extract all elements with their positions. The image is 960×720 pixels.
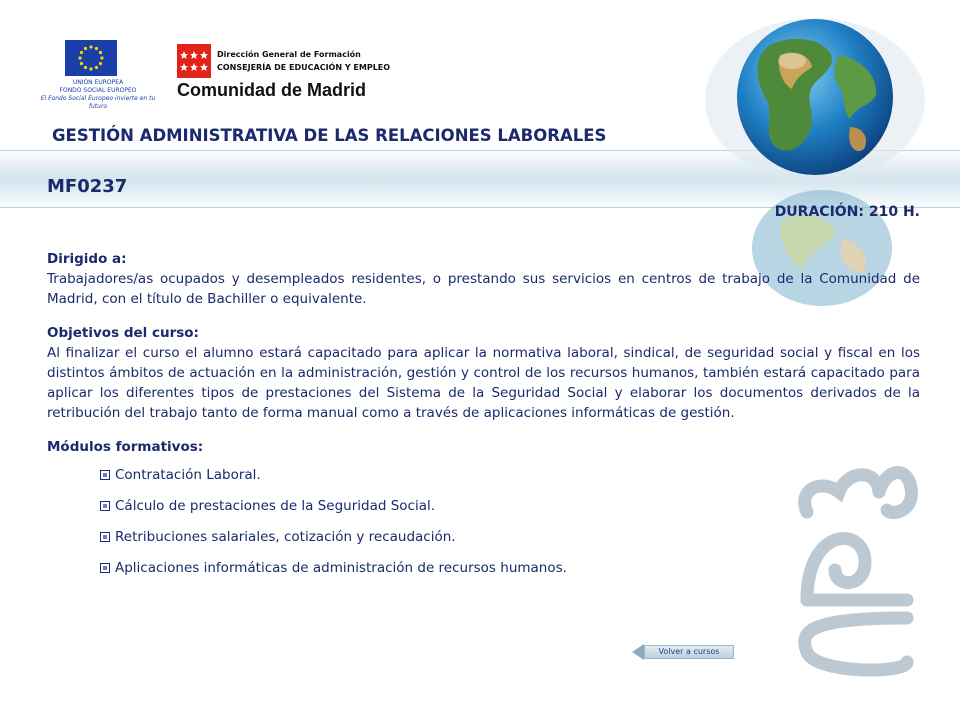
cm-line3: Comunidad de Madrid	[177, 80, 366, 100]
list-item	[100, 496, 920, 516]
list-item	[100, 527, 920, 547]
modules-list	[47, 465, 920, 578]
module-label: Aplicaciones informáticas de administración de recursos humanos.	[115, 560, 567, 576]
checkbox-bullet-icon	[100, 563, 110, 573]
eu-logo	[33, 40, 163, 110]
audience-heading: Dirigido a:	[47, 251, 127, 267]
objectives-heading: Objetivos del curso:	[47, 325, 199, 341]
objectives-text: Al finalizar el curso el alumno estará capacitado para aplicar la normativa laboral, sindical, de seguridad social y fiscal en los distintos ámbitos de actuación en la administración, gestión y control de los recursos humanos, también estará capacitado para aplicar los diferentes tipos de prestaciones del Sistema de la Seguridad Social y elaborar los documentos derivados de la retribución del trabajo tanto de forma manual como a través de aplicaciones informáticas de gestión.	[47, 345, 920, 421]
checkbox-bullet-icon	[100, 532, 110, 542]
audience-text: Trabajadores/as ocupados y desempleados residentes, o prestando sus servicios en centros de trabajo de la Comunidad de Madrid, con el título de Bachiller o equivalente.	[47, 271, 920, 307]
back-to-courses-button[interactable]	[632, 644, 734, 660]
course-duration: DURACIÓN: 210 H.	[774, 204, 920, 220]
checkbox-bullet-icon	[100, 501, 110, 511]
eu-logo-text	[33, 79, 163, 111]
checkbox-bullet-icon	[100, 470, 110, 480]
eu-line2: FONDO SOCIAL EUROPEO	[59, 87, 137, 94]
list-item	[100, 558, 920, 578]
eu-line1: UNIÓN EUROPEA	[72, 79, 124, 86]
cm-line1: Dirección General de Formación	[217, 50, 361, 59]
objectives-section	[47, 323, 920, 423]
back-to-courses-label: Volver a cursos	[644, 645, 734, 659]
back-arrow-icon	[632, 644, 644, 660]
comunidad-madrid-logo	[177, 44, 397, 104]
eu-tagline: El Fondo Social Europeo invierte en tu futuro	[40, 95, 156, 110]
course-code: MF0237	[47, 176, 128, 197]
madrid-flag-icon	[177, 44, 211, 78]
course-content	[47, 249, 920, 592]
modules-section	[47, 437, 920, 578]
eu-flag-icon	[65, 40, 117, 76]
course-title: GESTIÓN ADMINISTRATIVA DE LAS RELACIONES LABORALES	[52, 126, 607, 145]
module-label: Contratación Laboral.	[115, 467, 261, 483]
modules-heading: Módulos formativos:	[47, 439, 204, 455]
list-item	[100, 465, 920, 485]
module-label: Retribuciones salariales, cotización y recaudación.	[115, 529, 456, 545]
audience-section	[47, 249, 920, 309]
globe-icon	[700, 15, 930, 185]
cm-line2: CONSEJERÍA DE EDUCACIÓN Y EMPLEO	[217, 63, 391, 72]
module-label: Cálculo de prestaciones de la Seguridad Social.	[115, 498, 436, 514]
